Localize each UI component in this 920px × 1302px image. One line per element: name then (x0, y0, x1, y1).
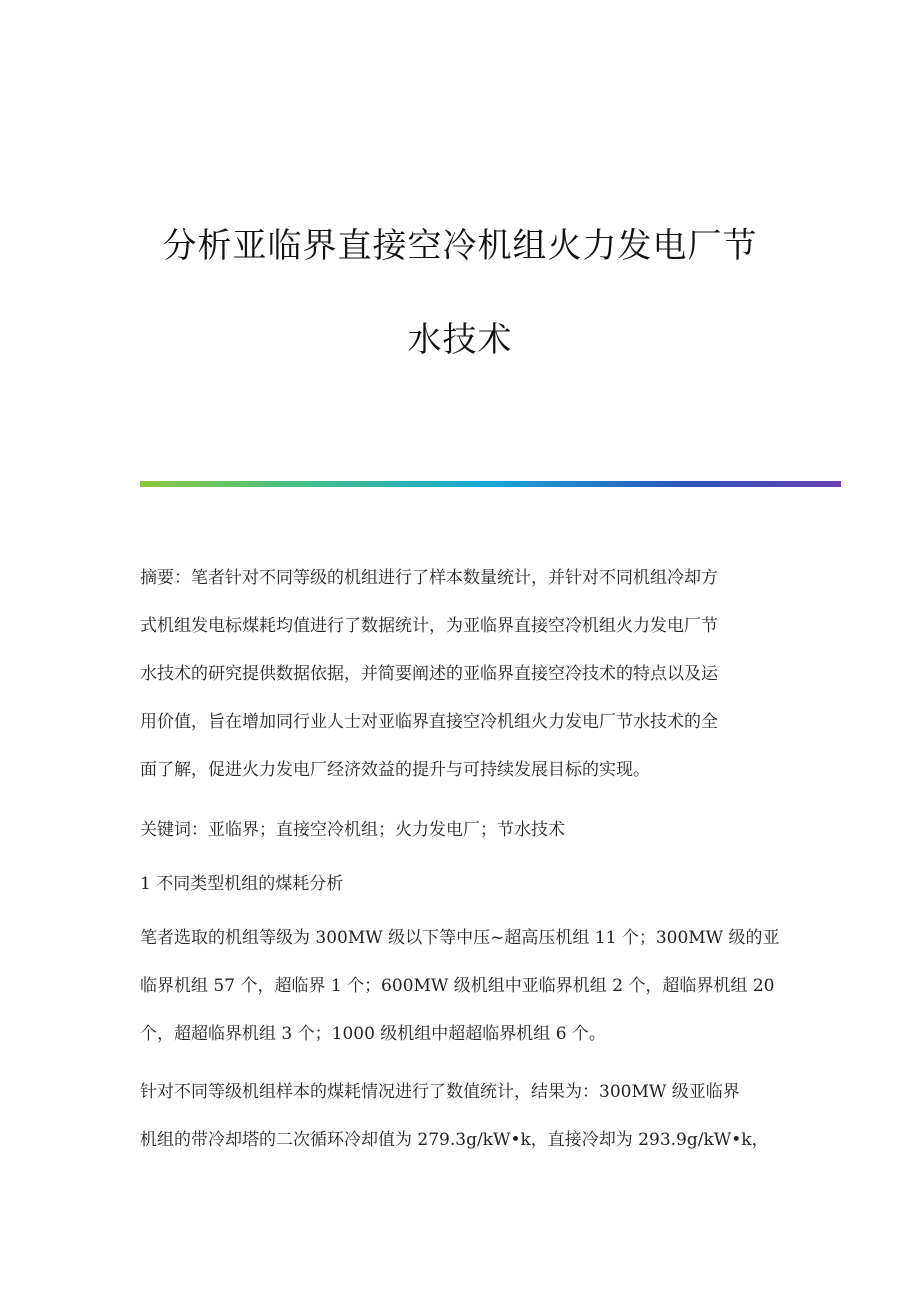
keywords-line (140, 806, 780, 854)
section-heading (140, 860, 780, 908)
document-title-line-2: 水技术 (407, 320, 513, 360)
body-paragraph-2 (140, 1068, 780, 1164)
body-paragraph-1 (140, 914, 780, 1058)
paragraph-line: 针对不同等级机组样本的煤耗情况进行了数值统计，结果为：300MW 级亚临界 (140, 1082, 740, 1102)
gradient-divider (140, 481, 841, 487)
abstract-line: 水技术的研究提供数据依据，并简要阐述的亚临界直接空冷技术的特点以及运 (140, 664, 718, 684)
abstract-line: 式机组发电标煤耗均值进行了数据统计，为亚临界直接空冷机组火力发电厂节 (140, 616, 718, 636)
abstract-line: 摘要：笔者针对不同等级的机组进行了样本数量统计，并针对不同机组冷却方 (140, 568, 718, 588)
abstract-paragraph (140, 554, 780, 794)
paragraph-line: 个，超超临界机组 3 个；1000 级机组中超超临界机组 6 个。 (140, 1024, 606, 1044)
paragraph-line: 笔者选取的机组等级为 300MW 级以下等中压~超高压机组 11 个；300MW 级的亚 (140, 928, 780, 948)
section-heading-text: 1 不同类型机组的煤耗分析 (140, 874, 344, 894)
abstract-line: 面了解，促进火力发电厂经济效益的提升与可持续发展目标的实现。 (140, 760, 650, 780)
abstract-line: 用价值，旨在增加同行业人士对亚临界直接空冷机组火力发电厂节水技术的全 (140, 712, 718, 732)
paragraph-line: 机组的带冷却塔的二次循环冷却值为 279.3g/kW•k，直接冷却为 293.9g/kW•k， (140, 1130, 769, 1150)
keywords-text: 关键词：亚临界；直接空冷机组；火力发电厂；节水技术 (140, 820, 565, 840)
paragraph-line: 临界机组 57 个，超临界 1 个；600MW 级机组中亚临界机组 2 个，超临界机组 20 (140, 976, 775, 996)
document-title-line-1: 分析亚临界直接空冷机组火力发电厂节 (162, 226, 758, 266)
